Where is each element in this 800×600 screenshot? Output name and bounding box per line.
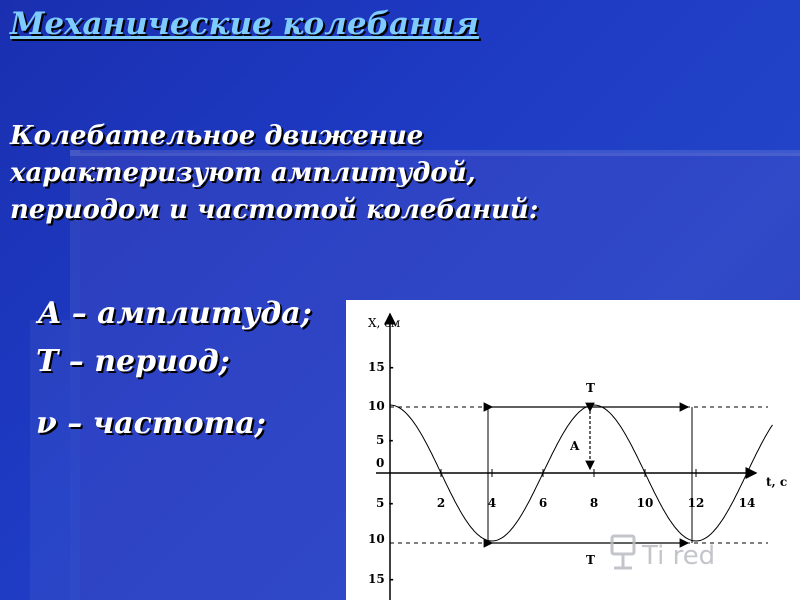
y-tick-5-bottom: 5 -	[376, 496, 394, 510]
x-tick-label: 10	[636, 496, 654, 510]
x-axis-label: t, с	[766, 475, 788, 489]
definition-amplitude: A – амплитуда;	[38, 296, 312, 331]
slide-title: Механические колебания	[10, 6, 479, 42]
y-tick-0: 0	[376, 456, 385, 470]
amplitude-label: A	[570, 439, 580, 453]
x-tick-label: 12	[687, 496, 705, 510]
x-tick-label: 2	[436, 496, 446, 510]
x-tick-label: 14	[738, 496, 756, 510]
y-axis-label: Х, см	[368, 316, 401, 330]
period-label-bottom: T	[586, 553, 595, 567]
y-tick-15-bottom: 15 -	[368, 572, 394, 586]
x-tick-label: 4	[487, 496, 497, 510]
watermark-text: Ti red	[642, 541, 716, 571]
definition-period: T – период;	[36, 344, 230, 379]
y-tick-10-top: 10	[368, 399, 385, 413]
oscillation-graph	[346, 300, 800, 600]
definition-frequency: ν – частота;	[36, 406, 266, 441]
watermark-logo	[612, 536, 715, 571]
x-tick-label: 6	[538, 496, 548, 510]
y-tick-5-top: 5 -	[376, 433, 394, 447]
y-tick-10-bottom: 10	[368, 532, 385, 546]
intro-text: Колебательное движение характеризуют амплитудой, периодом и частотой колебаний:	[10, 121, 539, 225]
oscillation-chart	[346, 300, 800, 600]
x-tick-label: 8	[589, 496, 599, 510]
period-label-top: T	[586, 381, 595, 395]
y-tick-15-top: 15 -	[368, 360, 394, 374]
